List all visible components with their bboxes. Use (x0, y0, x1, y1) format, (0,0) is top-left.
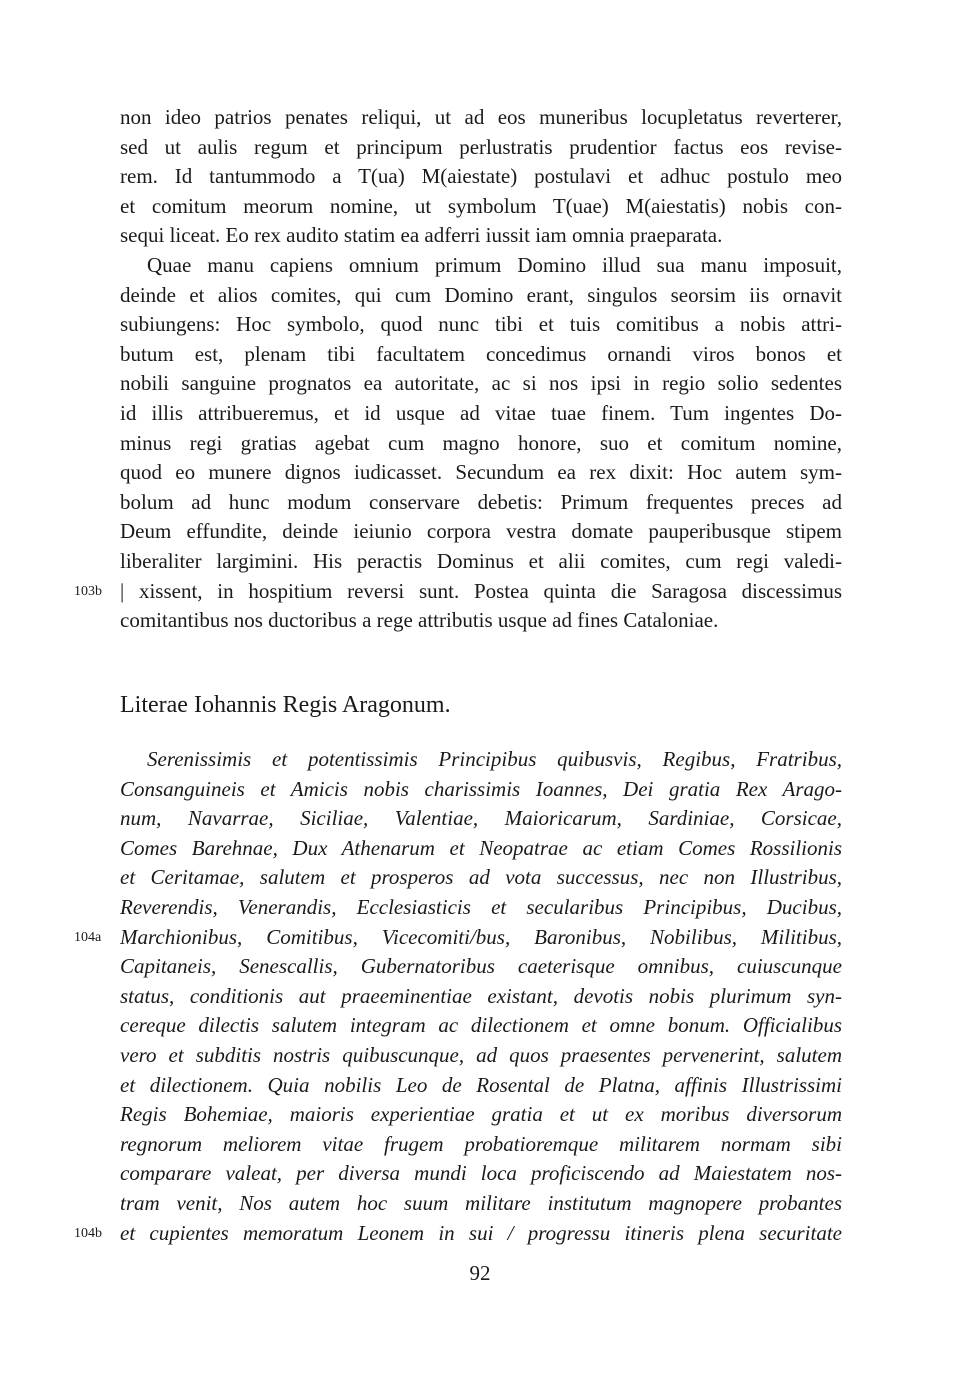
text-line: sed ut aulis regum et principum perlustratis prudentior factus eos revise- (120, 135, 842, 159)
text-line: | xissent, in hospitium reversi sunt. Postea quinta die Saragosa discessimus (120, 579, 842, 603)
section-heading: Literae Iohannis Regis Aragonum. (120, 692, 451, 718)
text-line: Deum effundite, deinde ieiunio corpora vestra domate pauperibusque stipem (120, 519, 842, 543)
text-line: vero et subditis nostris quibuscunque, ad quos praesentes pervenerint, salutem (120, 1043, 842, 1067)
text-line: bolum ad hunc modum conservare debetis: Primum frequentes preces ad (120, 490, 842, 514)
margin-folio-note: 104a (74, 930, 102, 945)
text-line: cereque dilectis salutem integram ac dilectionem et omne bonum. Officialibus (120, 1013, 842, 1037)
text-line: Comes Barehnae, Dux Athenarum et Neopatrae ac etiam Comes Rossilionis (120, 836, 842, 860)
text-line: regnorum meliorem vitae frugem probatioremque militarem normam sibi (120, 1132, 842, 1156)
margin-folio-note: 103b (74, 584, 102, 599)
text-line: Regis Bohemiae, maioris experientiae gratia et ut ex moribus diversorum (120, 1102, 842, 1126)
text-line: Marchionibus, Comitibus, Vicecomiti/bus, Baronibus, Nobilibus, Militibus, (120, 925, 842, 949)
text-line: et Ceritamae, salutem et prosperos ad vota successus, nec non Illustribus, (120, 865, 842, 889)
text-line: deinde et alios comites, qui cum Domino erant, singulos seorsim iis ornavit (120, 283, 842, 307)
text-line: Quae manu capiens omnium primum Domino illud sua manu imposuit, (147, 253, 842, 277)
text-line: subiungens: Hoc symbolo, quod nunc tibi et tuis comitibus a nobis attri- (120, 312, 842, 336)
text-line: et cupientes memoratum Leonem in sui / progressu itineris plena securitate (120, 1221, 842, 1245)
text-line: Capitaneis, Senescallis, Gubernatoribus caeterisque omnibus, cuiuscunque (120, 954, 842, 978)
text-line: id illis attribueremus, et id usque ad vitae tuae finem. Tum ingentes Do- (120, 401, 842, 425)
text-line: butum est, plenam tibi facultatem concedimus ornandi viros bonos et (120, 342, 842, 366)
page-number: 92 (469, 1261, 491, 1285)
text-line: sequi liceat. Eo rex audito statim ea adferri iussit iam omnia praeparata. (120, 223, 723, 247)
text-line: Consanguineis et Amicis nobis charissimis Ioannes, Dei gratia Rex Arago- (120, 777, 842, 801)
text-line: status, conditionis aut praeeminentiae existant, devotis nobis plurimum syn- (120, 984, 842, 1008)
text-line: tram venit, Nos autem hoc suum militare institutum magnopere probantes (120, 1191, 842, 1215)
text-line: et comitum meorum nomine, ut symbolum T(uae) M(aiestatis) nobis con- (120, 194, 842, 218)
text-line: et dilectionem. Quia nobilis Leo de Rosental de Platna, affinis Illustrissimi (120, 1073, 842, 1097)
text-line: Reverendis, Venerandis, Ecclesiasticis et secularibus Principibus, Ducibus, (120, 895, 842, 919)
text-line: Serenissimis et potentissimis Principibus quibusvis, Regibus, Fratribus, (147, 747, 842, 771)
text-line: quod eo munere dignos iudicasset. Secundum ea rex dixit: Hoc autem sym- (120, 460, 842, 484)
text-line: minus regi gratias agebat cum magno honore, suo et comitum nomine, (120, 431, 842, 455)
margin-folio-note: 104b (74, 1226, 102, 1241)
text-line: nobili sanguine prognatos ea autoritate, ac si nos ipsi in regio solio sedentes (120, 371, 842, 395)
text-line: comitantibus nos ductoribus a rege attributis usque ad fines Cataloniae. (120, 608, 719, 632)
text-line: rem. Id tantummodo a T(ua) M(aiestate) postulavi et adhuc postulo meo (120, 164, 842, 188)
text-line: liberaliter largimini. His peractis Dominus et alii comites, cum regi valedi- (120, 549, 842, 573)
text-line: comparare valeat, per diversa mundi loca proficiscendo ad Maiestatem nos- (120, 1161, 842, 1185)
text-line: non ideo patrios penates reliqui, ut ad eos muneribus locupletatus reverterer, (120, 105, 842, 129)
text-line: num, Navarrae, Siciliae, Valentiae, Maioricarum, Sardiniae, Corsicae, (120, 806, 842, 830)
